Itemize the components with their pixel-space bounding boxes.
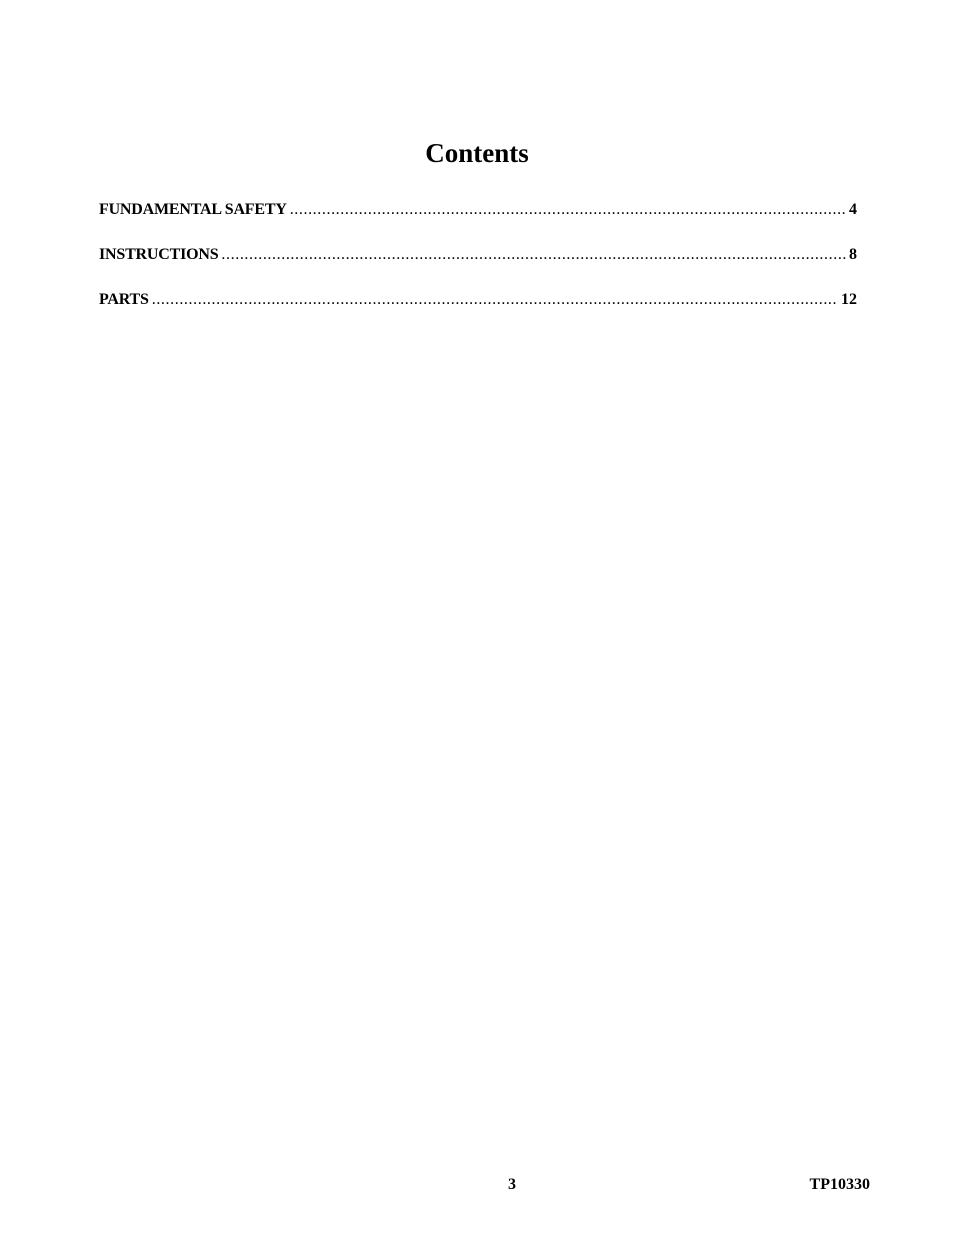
toc-entry-fundamental-safety xyxy=(99,199,857,221)
page-title: Contents xyxy=(425,138,529,168)
footer-document-id: TP10330 xyxy=(809,1176,870,1193)
toc-entry-page: 4 xyxy=(849,201,857,218)
toc-entry-parts xyxy=(99,289,857,311)
toc-dot-leader xyxy=(152,289,838,311)
toc-entry-label: FUNDAMENTAL SAFETY xyxy=(99,201,287,218)
footer-page-number: 3 xyxy=(508,1176,516,1193)
toc-dot-leader xyxy=(221,244,846,266)
toc-entry-instructions xyxy=(99,244,857,266)
toc-dot-leader xyxy=(290,199,846,221)
toc-entry-page: 8 xyxy=(849,246,857,263)
toc-entry-label: PARTS xyxy=(99,291,149,308)
table-of-contents xyxy=(99,199,857,334)
toc-entry-label: INSTRUCTIONS xyxy=(99,246,219,263)
toc-entry-page: 12 xyxy=(841,291,857,308)
